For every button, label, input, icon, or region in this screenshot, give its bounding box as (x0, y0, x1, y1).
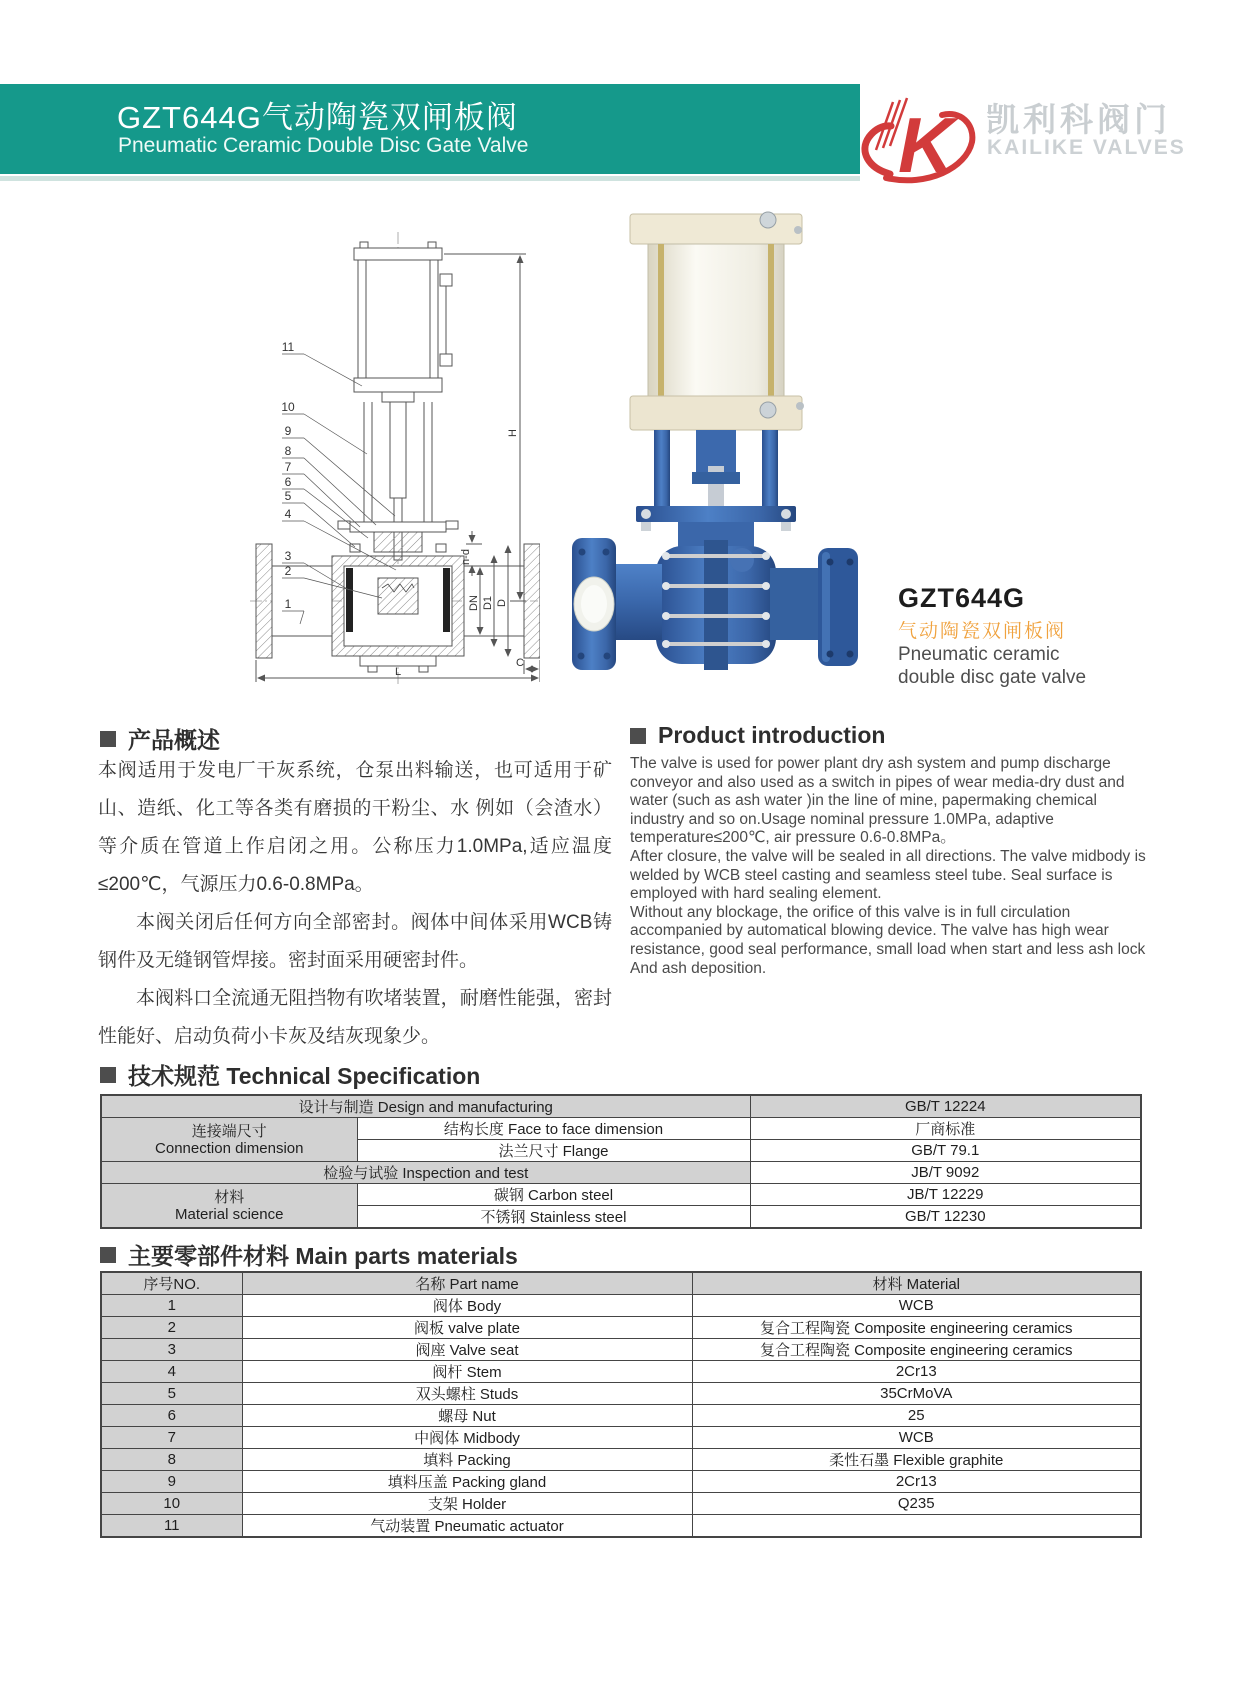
part-material: 柔性石墨 Flexible graphite (692, 1449, 1141, 1471)
product-model: GZT644G (898, 583, 1026, 613)
part-no: 9 (101, 1471, 242, 1493)
product-label (898, 583, 1086, 689)
part-material: 2Cr13 (692, 1471, 1141, 1493)
part-name: 填料压盖 Packing gland (242, 1471, 692, 1493)
table-row (101, 1162, 1141, 1184)
dim-label-d1: D1 (482, 595, 494, 611)
table-row (101, 1471, 1141, 1493)
part-material: 2Cr13 (692, 1361, 1141, 1383)
dim-label-l: L (394, 666, 402, 678)
col-header-material: 材料 Material (692, 1272, 1141, 1295)
technical-drawing (248, 226, 540, 696)
introduction-paragraph: After closure, the valve will be sealed in all directions. The valve midbody is welded by WCB steel casting and seamless steel tube. Seal surface is employed with hard sealing element. (630, 847, 1146, 903)
table-row (101, 1449, 1141, 1471)
spec-group-label (101, 1118, 357, 1162)
part-material: Q235 (692, 1493, 1141, 1515)
part-no: 5 (101, 1383, 242, 1405)
spec-group-en: Connection dimension (155, 1139, 304, 1157)
part-material: WCB (692, 1427, 1141, 1449)
spec-label: 检验与试验 Inspection and test (101, 1162, 750, 1184)
part-no: 4 (101, 1361, 242, 1383)
introduction-heading (630, 722, 885, 749)
part-number-label: 1 (284, 597, 292, 611)
parts-heading-text: 主要零部件材料 Main parts materials (128, 1243, 518, 1269)
company-logo (850, 84, 1240, 189)
product-name-zh: 气动陶瓷双闸板阀 (898, 621, 1067, 642)
table-row (101, 1118, 1141, 1140)
overview-paragraph: 本阀关闭后任何方向全部密封。阀体中间体采用WCB铸钢件及无缝钢管焊接。密封面采用硬密封件。 (98, 912, 612, 971)
tech-spec-table (100, 1094, 1142, 1229)
table-row (101, 1405, 1141, 1427)
overview-heading (100, 722, 220, 755)
table-row (101, 1383, 1141, 1405)
part-number-label: 10 (281, 400, 295, 414)
part-name: 阀体 Body (242, 1295, 692, 1317)
overview-paragraph: 本阀料口全流通无阻挡物有吹堵装置，耐磨性能强，密封性能好、启动负荷小卡灰及结灰现象少。 (98, 988, 612, 1047)
title-banner (0, 84, 860, 174)
product-name-en-line1: Pneumatic ceramic (898, 644, 1060, 665)
spec-label: 结构长度 Face to face dimension (357, 1118, 750, 1140)
spec-group-zh: 连接端尺寸 (191, 1122, 267, 1140)
part-no: 1 (101, 1295, 242, 1317)
spec-label: 不锈钢 Stainless steel (357, 1206, 750, 1229)
part-number-label: 7 (284, 460, 292, 474)
overview-body (98, 752, 612, 1056)
part-name: 气动装置 Pneumatic actuator (242, 1515, 692, 1538)
part-number-label: 4 (284, 507, 292, 521)
spec-label: 碳钢 Carbon steel (357, 1184, 750, 1206)
table-row (101, 1184, 1141, 1206)
part-number-label: 11 (281, 340, 295, 354)
part-name: 中阀体 Midbody (242, 1427, 692, 1449)
spec-group-label (101, 1184, 357, 1229)
parts-table (100, 1271, 1142, 1538)
introduction-heading-text: Product introduction (658, 722, 886, 748)
part-material: 25 (692, 1405, 1141, 1427)
table-row (101, 1095, 1141, 1118)
overview-paragraph: 本阀适用于发电厂干灰系统，仓泵出料输送，也可适用于矿山、造纸、化工等各类有磨损的干粉尘、水 例如（会渣水）等介质在管道上作启闭之用。公称压力1.0MPa,适应温度≤200℃，气源压力0.6-0.8MPa。 (98, 760, 612, 895)
spec-label: 设计与制造 Design and manufacturing (101, 1095, 750, 1118)
part-number-label: 5 (284, 489, 292, 503)
part-material: 复合工程陶瓷 Composite engineering ceramics (692, 1339, 1141, 1361)
part-name: 螺母 Nut (242, 1405, 692, 1427)
tech-spec-heading-text: 技术规范 Technical Specification (128, 1063, 481, 1089)
dim-label-nd: n-d (460, 549, 472, 565)
overview-heading-text: 产品概述 (128, 727, 220, 753)
part-name: 填料 Packing (242, 1449, 692, 1471)
table-row (101, 1295, 1141, 1317)
product-photo (572, 208, 860, 670)
col-header-name: 名称 Part name (242, 1272, 692, 1295)
introduction-paragraph: The valve is used for power plant dry ash system and pump discharge conveyor and also used as a switch in pipes of wear media-dry dust and water (such as ash water )in the line of mine, papermaking chemical industry and so on.Usage nominal pressure 1.0MPa, adaptive temperature≤200℃, air pressure 0.6-0.8MPa。 (630, 755, 1125, 847)
table-header-row (101, 1272, 1141, 1295)
table-row (101, 1515, 1141, 1538)
section-square-icon (100, 1067, 116, 1083)
part-no: 2 (101, 1317, 242, 1339)
page-subtitle: Pneumatic Ceramic Double Disc Gate Valve (118, 134, 529, 157)
part-no: 8 (101, 1449, 242, 1471)
brand-name-zh: 凯利科阀门 (986, 101, 1171, 138)
spec-value: GB/T 12224 (750, 1095, 1141, 1118)
part-no: 7 (101, 1427, 242, 1449)
part-name: 支架 Holder (242, 1493, 692, 1515)
dim-label-dn: DN (468, 595, 480, 611)
introduction-paragraph: Without any blockage, the orifice of this valve is in full circulation accompanied by automatical blowing device. The valve has high wear resistance, good seal performance, small load when start and less ash lock And ash deposition. (630, 903, 1146, 977)
spec-group-zh: 材料 (214, 1188, 245, 1206)
section-square-icon (100, 1247, 116, 1263)
part-no: 3 (101, 1339, 242, 1361)
brand-name-en: KAILIKE VALVES (987, 136, 1186, 159)
part-no: 10 (101, 1493, 242, 1515)
logo-k-icon (856, 88, 981, 188)
part-number-label: 8 (284, 444, 292, 458)
part-name: 阀杆 Stem (242, 1361, 692, 1383)
section-square-icon (630, 728, 646, 744)
spec-value: GB/T 12230 (750, 1206, 1141, 1229)
part-number-label: 3 (284, 549, 292, 563)
table-row (101, 1361, 1141, 1383)
col-header-no: 序号NO. (101, 1272, 242, 1295)
spec-value: GB/T 79.1 (750, 1140, 1141, 1162)
banner-shade (0, 176, 860, 181)
table-row (101, 1427, 1141, 1449)
part-material: 35CrMoVA (692, 1383, 1141, 1405)
introduction-body (630, 755, 1152, 978)
spec-value: JB/T 9092 (750, 1162, 1141, 1184)
product-name-en-line2: double disc gate valve (898, 667, 1087, 688)
part-number-label: 6 (284, 475, 292, 489)
section-square-icon (100, 731, 116, 747)
spec-value: 厂商标准 (750, 1118, 1141, 1140)
spec-group-en: Material science (175, 1205, 284, 1223)
part-material: 复合工程陶瓷 Composite engineering ceramics (692, 1317, 1141, 1339)
part-no: 6 (101, 1405, 242, 1427)
table-row (101, 1339, 1141, 1361)
svg-text:K: K (898, 101, 955, 188)
spec-label: 法兰尺寸 Flange (357, 1140, 750, 1162)
part-material (692, 1515, 1141, 1538)
part-material: WCB (692, 1295, 1141, 1317)
page-title: GZT644G气动陶瓷双闸板阀 (117, 100, 518, 135)
part-number-label: 9 (284, 424, 292, 438)
part-name: 阀板 valve plate (242, 1317, 692, 1339)
part-number-label: 2 (284, 564, 292, 578)
table-row (101, 1317, 1141, 1339)
dim-label-h: H (507, 429, 519, 437)
parts-heading (100, 1238, 518, 1271)
dim-label-c: C (516, 657, 524, 669)
dim-label-d: D (496, 599, 508, 607)
table-row (101, 1493, 1141, 1515)
part-name: 双头螺柱 Studs (242, 1383, 692, 1405)
part-no: 11 (101, 1515, 242, 1538)
part-name: 阀座 Valve seat (242, 1339, 692, 1361)
spec-value: JB/T 12229 (750, 1184, 1141, 1206)
tech-spec-heading (100, 1058, 480, 1091)
